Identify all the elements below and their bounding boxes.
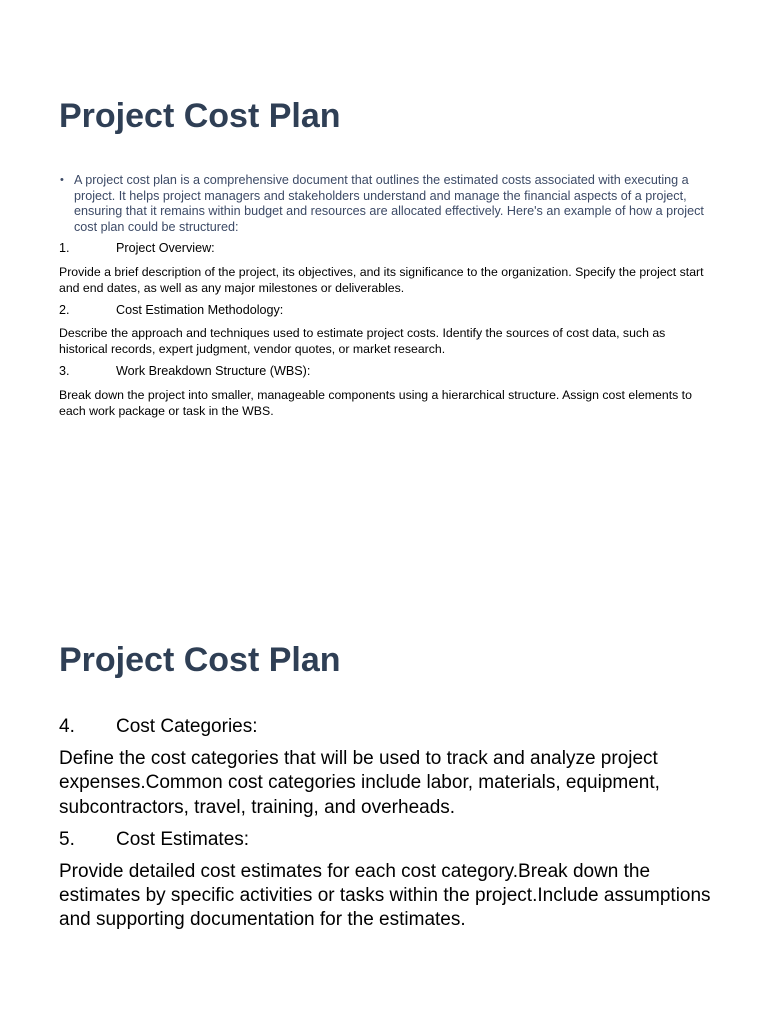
section-paragraph-5: Provide detailed cost estimates for each cost category.Break down the estimates by specific activities or tasks within the project.Include assumptions and supporting documentation for the estimates. bbox=[59, 860, 711, 931]
slide-title: Project Cost Plan bbox=[59, 641, 341, 679]
slide-body bbox=[59, 715, 718, 941]
section-heading-text: Cost Categories: bbox=[116, 716, 258, 737]
section-heading-1 bbox=[59, 241, 716, 257]
slide-body bbox=[59, 173, 716, 426]
section-number: 2. bbox=[59, 302, 70, 317]
section-heading-text: Work Breakdown Structure (WBS): bbox=[116, 364, 311, 378]
section-paragraph-4: Define the cost categories that will be used to track and analyze project expenses.Common cost categories include labor, materials, equipment, subcontractors, travel, training, and overheads. bbox=[59, 748, 660, 818]
section-number: 5. bbox=[59, 828, 75, 850]
section-heading-3 bbox=[59, 364, 716, 380]
section-paragraph-2: Describe the approach and techniques used to estimate project costs. Identify the sources of cost data, such as historical records, expert judgment, vendor quotes, or market research. bbox=[59, 326, 666, 356]
section-heading-text: Project Overview: bbox=[116, 241, 215, 255]
section-number: 4. bbox=[59, 716, 75, 737]
bullet-dot-icon: • bbox=[60, 174, 64, 186]
section-paragraph-3: Break down the project into smaller, manageable components using a hierarchical structure. Assign cost elements to each work package or task in the WBS. bbox=[59, 387, 692, 418]
section-heading-text: Cost Estimation Methodology: bbox=[116, 302, 284, 317]
slide-title: Project Cost Plan bbox=[59, 97, 341, 135]
section-number: 1. bbox=[59, 241, 70, 255]
intro-bullet bbox=[59, 173, 716, 235]
intro-bullet-text: A project cost plan is a comprehensive document that outlines the estimated costs associated with executing a project. It helps project managers and stakeholders understand and manage the financial aspects of a project, ensuring that it remains within budget and resources are allocated effectively. Here's an example of how a project cost plan could be structured: bbox=[74, 173, 704, 234]
section-heading-text: Cost Estimates: bbox=[116, 828, 250, 850]
section-number: 3. bbox=[59, 364, 70, 378]
slide-2 bbox=[0, 542, 768, 1024]
section-heading-2 bbox=[59, 303, 716, 319]
section-heading-5 bbox=[59, 828, 718, 852]
section-paragraph-1: Provide a brief description of the project, its objectives, and its significance to the organization. Specify the project start and end dates, as well as any major milestones or deliverables. bbox=[59, 264, 704, 295]
section-heading-4 bbox=[59, 715, 718, 739]
